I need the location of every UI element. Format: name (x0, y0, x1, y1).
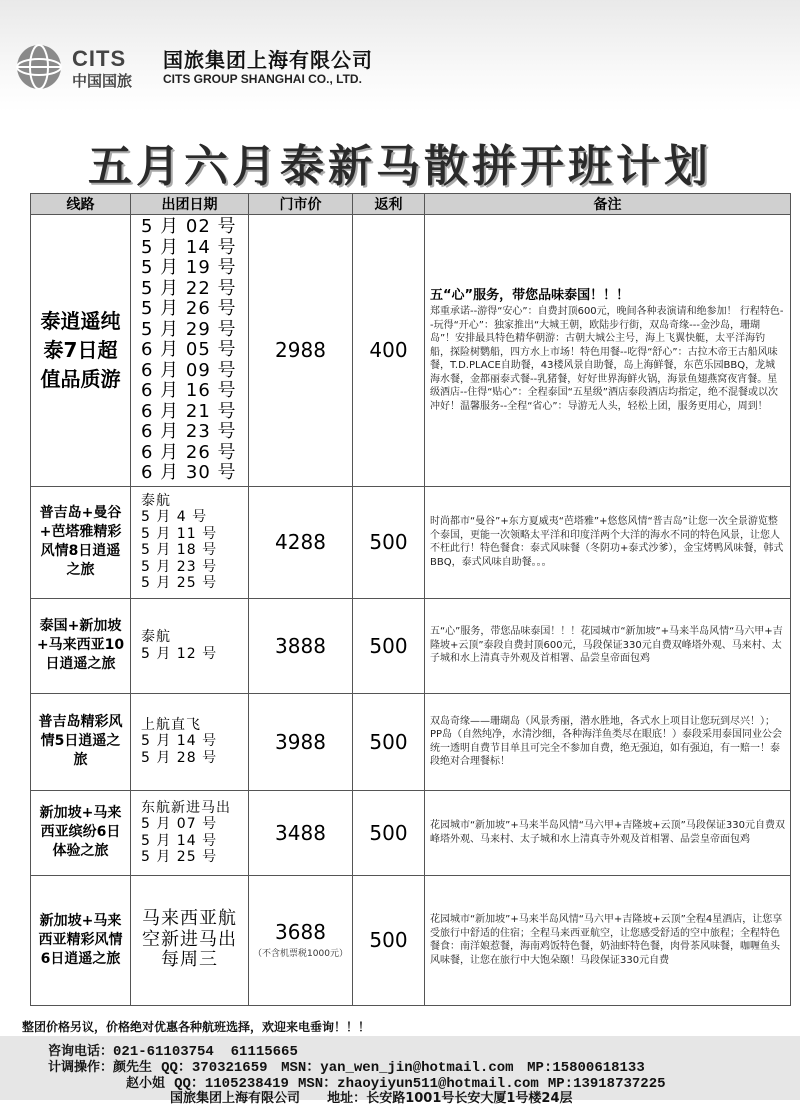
remarks (425, 790, 791, 875)
price-value: 3888 (275, 633, 326, 658)
retail-price (249, 790, 353, 875)
route-name: 泰国+新加坡+马来西亚10日逍遥之旅 (31, 598, 131, 693)
group-price-footnote: 整团价格另议，价格绝对优惠各种航班选择，欢迎来电垂询！！！ (22, 1020, 371, 1034)
price-value: 2988 (275, 338, 326, 363)
remarks-text: 五“心”服务，带您品味泰国！！！花园城市“新加坡”+马来半岛风情“马六甲+吉隆坡+云顶”泰段自费封顶600元，马段保证330元自费双峰塔外观、马来村、太子城和水上清真寺外观及首相署、品尝皇帝面包鸡 (430, 626, 783, 665)
phone-label: 咨询电话： (48, 1044, 114, 1059)
table-header-row (31, 194, 791, 215)
table-row (31, 693, 791, 790)
ops-label: 计调操作： (48, 1060, 114, 1075)
departure-dates: 东航新进马出 5 月 07 号 5 月 14 号 5 月 25 号 (131, 790, 249, 875)
address-value: 长安路1001号长安大厦1号楼24层 (366, 1091, 573, 1106)
col-header-route: 线路 (31, 194, 131, 215)
departure-dates: 马来西亚航空新进马出每周三 (131, 875, 249, 1005)
remarks (425, 215, 791, 487)
table-row (31, 875, 791, 1005)
col-header-price: 门市价 (249, 194, 353, 215)
header-band (0, 0, 800, 112)
contact2-msn: MSN：zhaoyiyun511@hotmail.com (297, 1076, 539, 1092)
col-header-rebate: 返利 (353, 194, 425, 215)
price-value: 4288 (275, 530, 326, 554)
cits-globe-logo (14, 42, 64, 92)
price-note: （不含机票税1000元） (253, 949, 348, 959)
remarks-text: 花园城市“新加坡”+马来半岛风情“马六甲+吉隆坡+云顶”全程4星酒店，让您享受旅行中舒适的住宿；全程马来西亚航空，让您感受舒适的空中旅程；全程特色餐食：南洋娘惹餐，海南鸡饭特色餐，奶油虾特色餐，肉骨茶风味餐，咖喱鱼头风味餐，让您在旅行中大饱朵颐！马段保证330元自费 (430, 914, 783, 966)
rebate: 500 (353, 486, 425, 598)
route-name: 新加坡+马来西亚缤纷6日体验之旅 (31, 790, 131, 875)
contact1-mp: MP:15800618133 (527, 1060, 645, 1076)
address-label: 地址： (327, 1091, 367, 1106)
page-title: 五月六月泰新马散拼开班计划 (88, 141, 712, 192)
address-line (170, 1087, 573, 1106)
remarks (425, 598, 791, 693)
table-row (31, 486, 791, 598)
table-row (31, 790, 791, 875)
rebate: 500 (353, 790, 425, 875)
contact2-qq: QQ：1105238419 (174, 1076, 289, 1092)
price-value: 3688 (275, 920, 326, 944)
departure-dates: 5 月 02 号 5 月 14 号 5 月 19 号 5 月 22 号 5 月 26 号 5 月 29 号 6 月 05 号 6 月 09 号 6 月 16 号 6 月 21 号 6 月 23 号 6 月 26 号 6 月 30 号 (131, 215, 249, 487)
departure-dates: 泰航 5 月 4 号 5 月 11 号 5 月 18 号 5 月 23 号 5 月 25 号 (131, 486, 249, 598)
route-name: 新加坡+马来西亚精彩风情6日逍遥之旅 (31, 875, 131, 1005)
tour-plan-table (30, 193, 791, 1006)
retail-price (249, 598, 353, 693)
logo-zh: 中国国旅 (72, 72, 133, 90)
retail-price (249, 693, 353, 790)
retail-price (249, 875, 353, 1005)
contact2-mp: MP:13918737225 (547, 1076, 666, 1092)
remarks-text: 花园城市“新加坡”+马来半岛风情“马六甲+吉隆坡+云顶”马段保证330元自费双峰塔外观、马来村、太子城和水上清真寺外观及首相署、品尝皇帝面包鸡 (430, 820, 785, 845)
route-name: 泰逍遥纯泰7日超值品质游 (31, 215, 131, 487)
company-name-en: CITS GROUP SHANGHAI CO., LTD. (163, 72, 362, 86)
route-name: 普吉岛+曼谷+芭塔雅精彩风情8日逍遥之旅 (31, 486, 131, 598)
remarks (425, 875, 791, 1005)
retail-price (249, 215, 353, 487)
contact-footer (0, 1036, 800, 1106)
route-name: 普吉岛精彩风情5日逍遥之旅 (31, 693, 131, 790)
phone-value: 021-61103754 61115665 (113, 1044, 298, 1060)
contact1-name: 颜先生 (113, 1060, 153, 1075)
remarks-title: 五“心”服务，带您品味泰国！！！ (430, 288, 630, 304)
footer-company: 国旅集团上海有限公司 (170, 1091, 301, 1106)
table-row (31, 598, 791, 693)
rebate: 500 (353, 875, 425, 1005)
logo-en: CITS (72, 46, 127, 71)
col-header-notes: 备注 (425, 194, 791, 215)
remarks-text: 郑重承诺--游得“安心”：自费封顶600元，晚间各种表演请和绝参加！ 行程特色--玩得“开心”：独家推出“大城王朝，欧陆步行街，双岛奇缘---金沙岛，珊瑚岛”！安排最具特色精华朝游：古朝大城公主号，海上飞翼快艇，太平洋海钓船，探险树鹦船，四方水上市场！特色用餐--吃得“舒心”：古拉木帝王古船风味餐，T.D.PLACE自助餐，43楼风景自助餐，岛上海鲜餐，东芭乐园BBQ，龙城海水餐，金都丽泰式餐--乳猪餐，好好世界海鲜火锅，海景鱼翅燕窝夜宵餐。星级酒店--住得“贴心”：全程泰国“五星级”酒店泰段酒店均指定，绝不混餐或以次冲好！温馨服务--全程“省心”：导游无人头，轻松上团，服务更用心，周到！ (430, 306, 784, 412)
price-value: 3488 (275, 820, 326, 845)
col-header-dates: 出团日期 (131, 194, 249, 215)
contact1-qq: QQ：370321659 (161, 1060, 268, 1076)
remarks-text: 时尚都市“曼谷”+东方夏威夷“芭塔雅”+悠悠风情“普吉岛”让您一次全景游览整个泰国，更能一次领略太平洋和印度洋两个大洋的海水不同的特色风景，让您人不枉此行！特色餐食：泰式风味餐（冬阴功+泰式沙爹），金宝烤鸭风味餐，韩式BBQ，泰式风味自助餐。。。 (430, 516, 784, 568)
price-value: 3988 (275, 729, 326, 754)
company-name-zh: 国旅集团上海有限公司 (163, 48, 373, 72)
departure-dates: 泰航 5 月 12 号 (131, 598, 249, 693)
remarks-text: 双岛奇缘——珊瑚岛（风景秀丽，潜水胜地，各式水上项目让您玩到尽兴！）；PP岛（自然纯净，水清沙细，各种海洋鱼类尽在眼底！）泰段采用泰国同业公会统一透明自费节目单且可完全不参加自费，绝无强迫，如有强迫，有一赔一！泰段绝对合理餐标！ (430, 715, 783, 767)
contact2-name: 赵小姐 (126, 1076, 166, 1091)
remarks (425, 486, 791, 598)
rebate: 400 (353, 215, 425, 487)
rebate: 500 (353, 598, 425, 693)
departure-dates: 上航直飞 5 月 14 号 5 月 28 号 (131, 693, 249, 790)
rebate: 500 (353, 693, 425, 790)
retail-price (249, 486, 353, 598)
remarks (425, 693, 791, 790)
contact1-msn: MSN：yan_wen_jin@hotmail.com (281, 1060, 514, 1076)
table-row (31, 215, 791, 487)
